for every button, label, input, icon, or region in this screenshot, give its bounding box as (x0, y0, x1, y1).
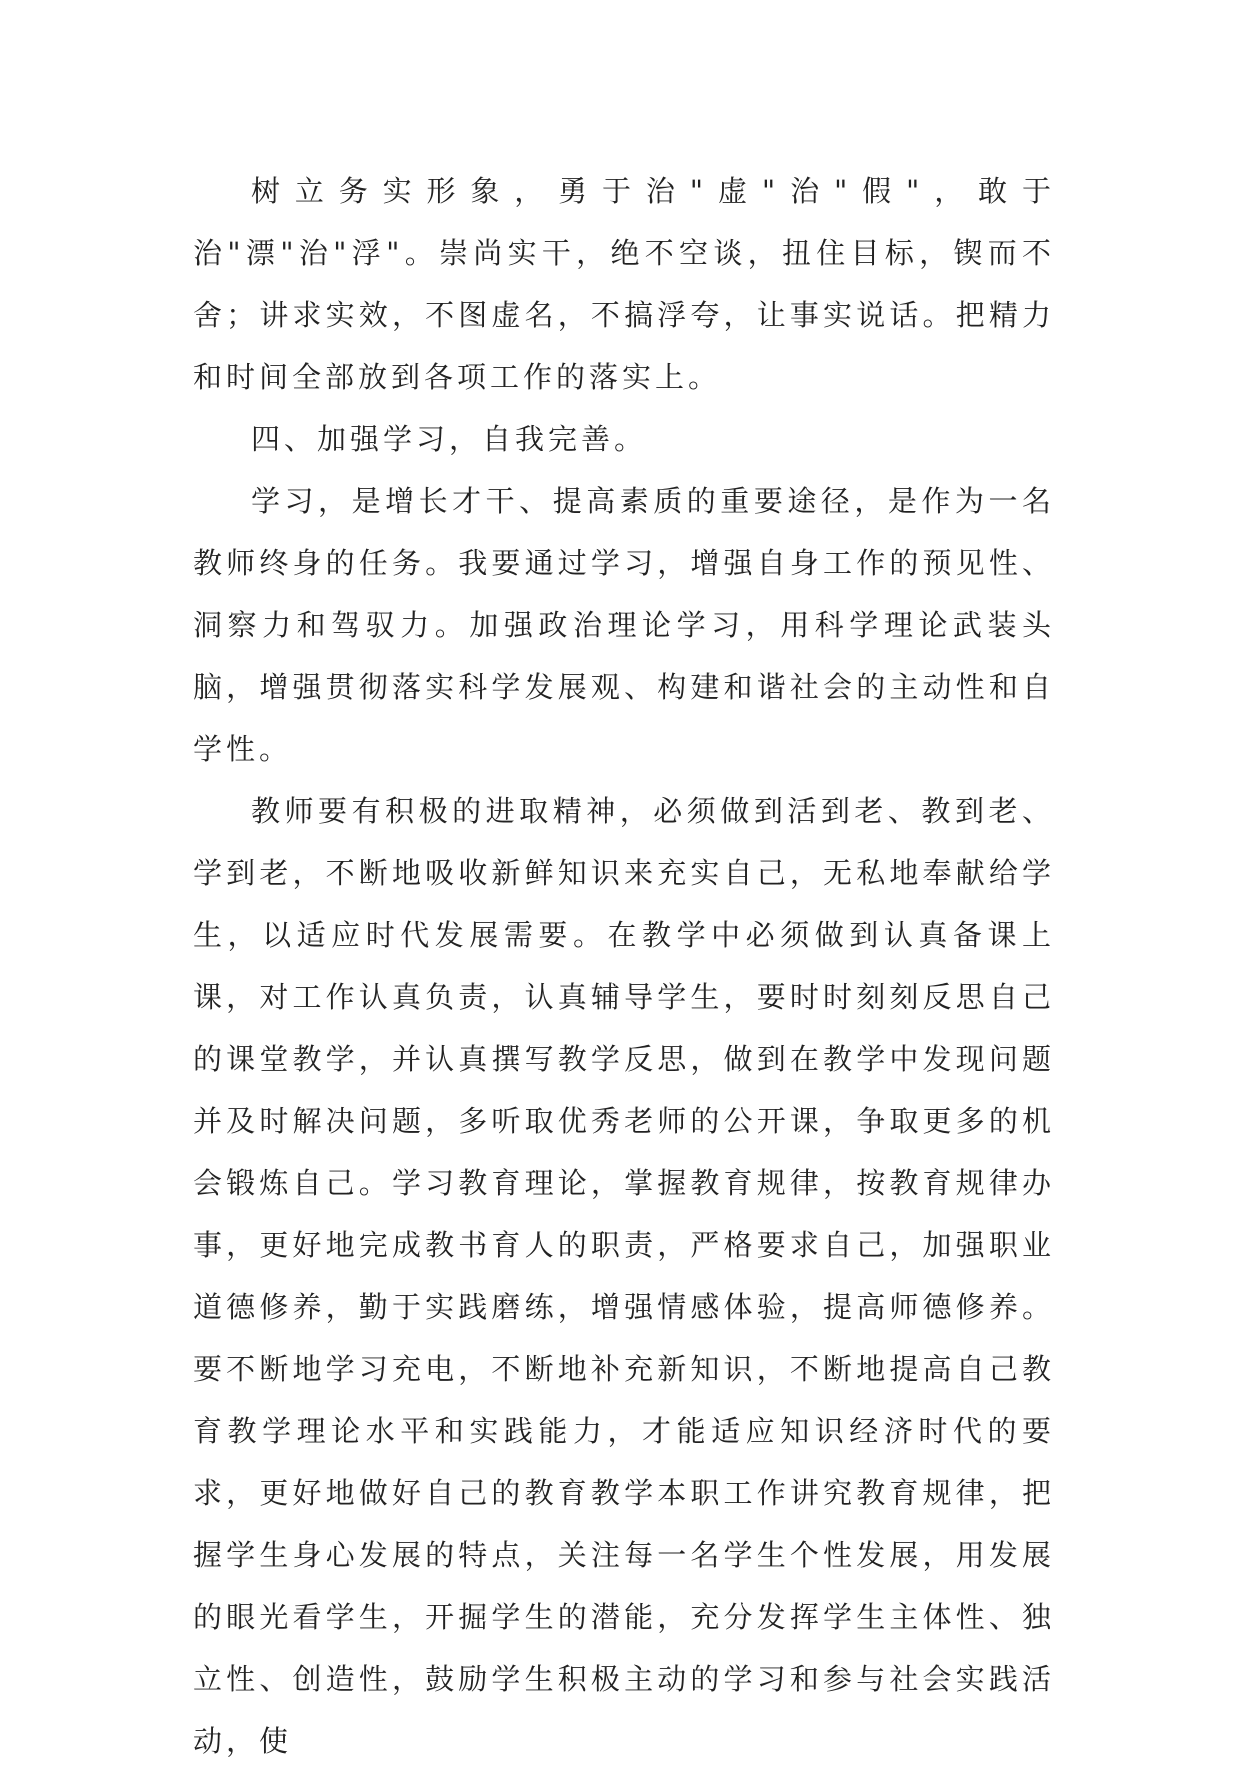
paragraph-teacher-progress: 教师要有积极的进取精神，必须做到活到老、教到老、学到老，不断地吸收新鲜知识来充实自己，无私地奉献给学生，以适应时代发展需要。在教学中必须做到认真备课上课，对工作认真负责，认真辅导学生，要时时刻刻反思自己的课堂教学，并认真撰写教学反思，做到在教学中发现问题并及时解决问题，多听取优秀老师的公开课，争取更多的机会锻炼自己。学习教育理论，掌握教育规律，按教育规律办事，更好地完成教书育人的职责，严格要求自己，加强职业道德修养，勤于实践磨练，增强情感体验，提高师德修养。要不断地学习充电，不断地补充新知识，不断地提高自己教育教学理论水平和实践能力，才能适应知识经济时代的要求，更好地做好自己的教育教学本职工作讲究教育规律，把握学生身心发展的特点，关注每一名学生个性发展，用发展的眼光看学生，开掘学生的潜能，充分发挥学生主体性、独立性、创造性，鼓励学生积极主动的学习和参与社会实践活动，使 (193, 794, 1055, 1758)
section-heading-study: 四、加强学习，自我完善。 (251, 422, 648, 456)
paragraph-practical-image: 树立务实形象，勇于治"虚"治"假"，敢于治"漂"治"浮"。崇尚实干，绝不空谈，扭住目标，锲而不舍；讲求实效，不图虚名，不搞浮夸，让事实说话。把精力和时间全部放到各项工作的落实上。 (193, 174, 1055, 394)
document-body (193, 160, 1055, 1772)
paragraph-study-importance: 学习，是增长才干、提高素质的重要途径，是作为一名教师终身的任务。我要通过学习，增强自身工作的预见性、洞察力和驾驭力。加强政治理论学习，用科学理论武装头脑，增强贯彻落实科学发展观、构建和谐社会的主动性和自学性。 (193, 484, 1055, 766)
